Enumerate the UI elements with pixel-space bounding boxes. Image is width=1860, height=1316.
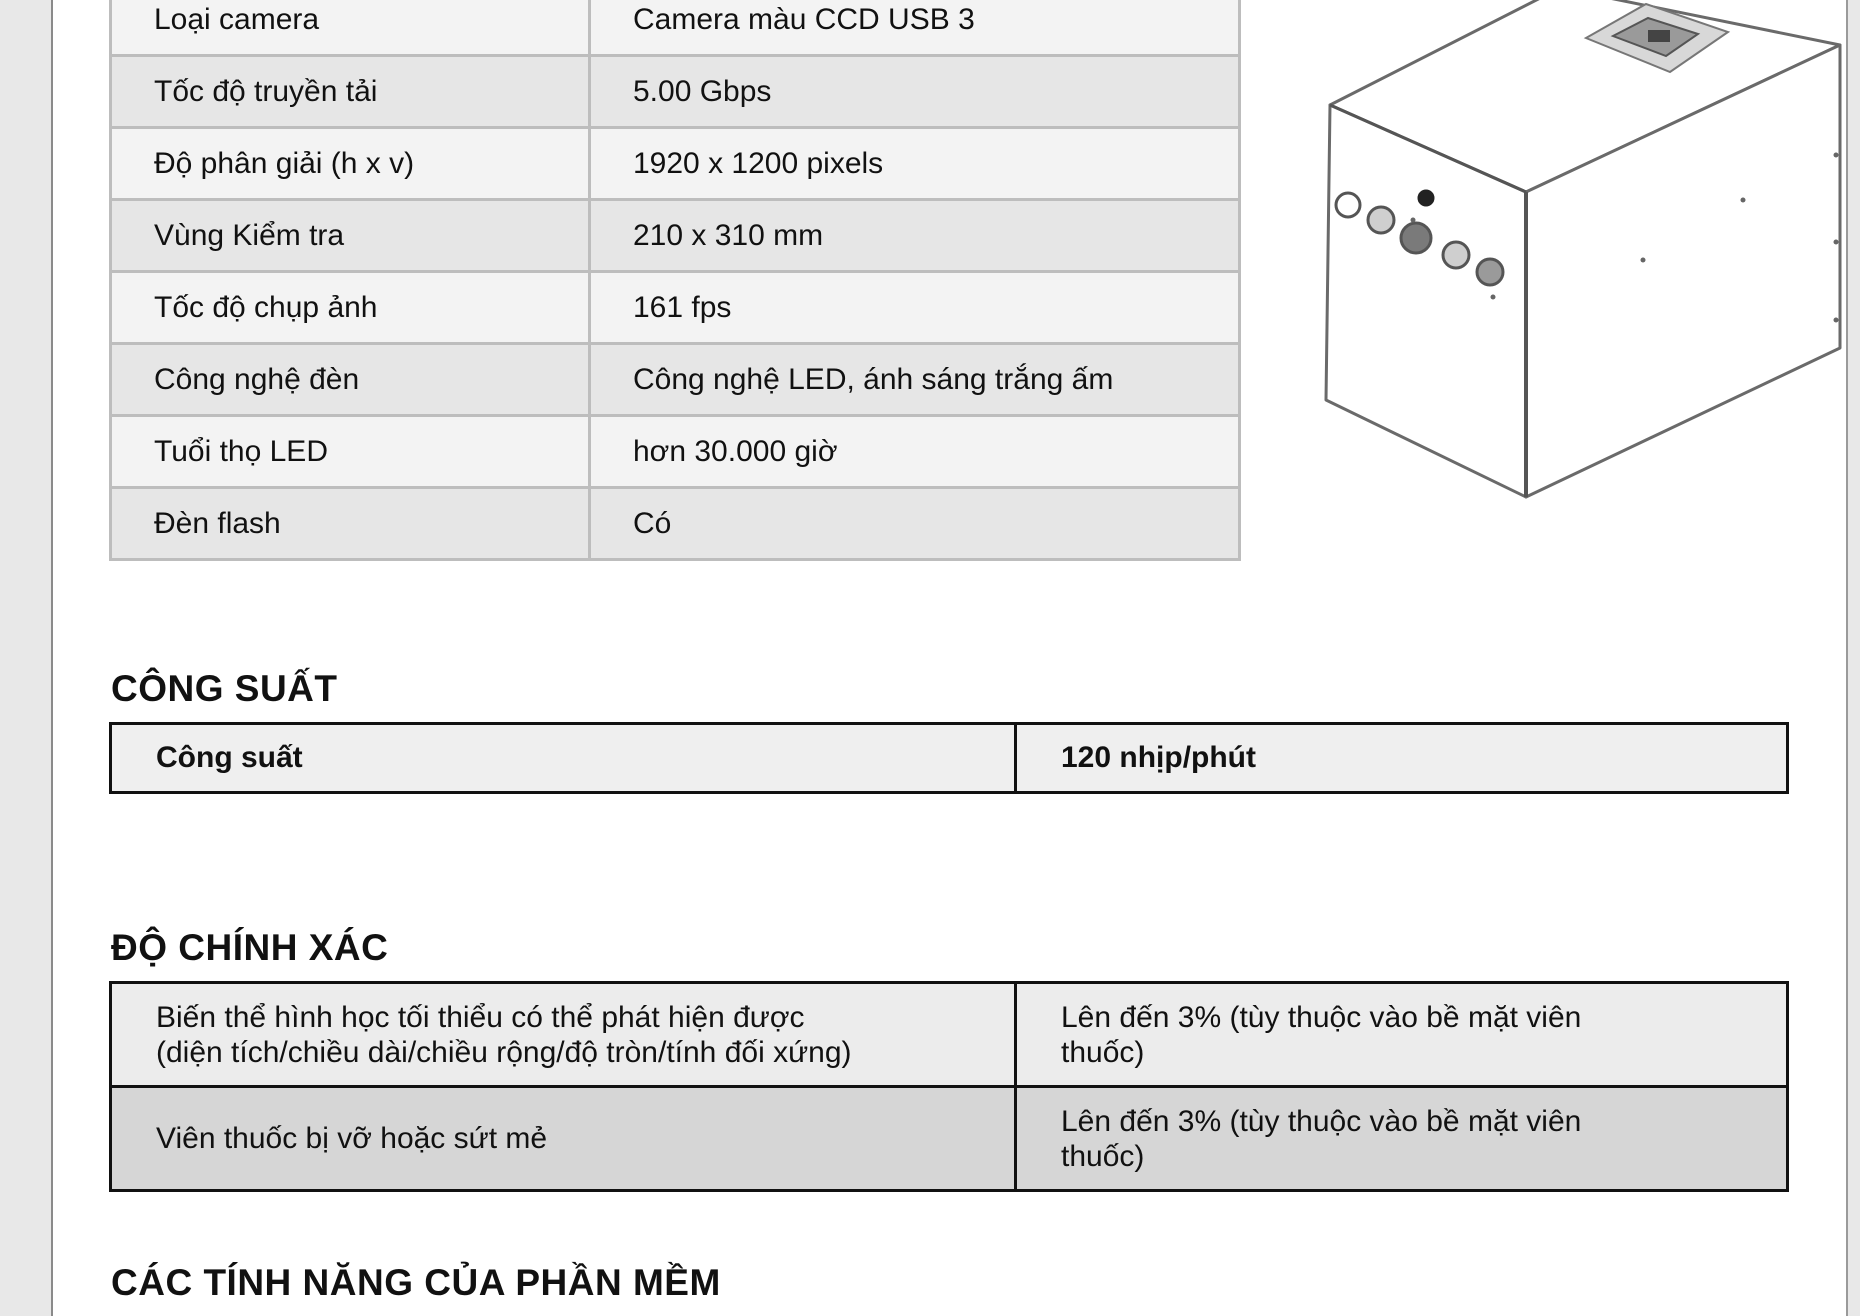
accuracy-label bbox=[111, 983, 1016, 1087]
spec-value: Công nghệ LED, ánh sáng trắng ấm bbox=[590, 344, 1240, 416]
accuracy-value-line: thuốc) bbox=[1061, 1139, 1145, 1173]
accuracy-value-line: Lên đến 3% (tùy thuộc vào bề mặt viên bbox=[1061, 1104, 1582, 1138]
spec-label: Loại camera bbox=[111, 0, 590, 56]
spec-value: 161 fps bbox=[590, 272, 1240, 344]
accuracy-table bbox=[109, 981, 1789, 1192]
power-heading: CÔNG SUẤT bbox=[111, 668, 338, 709]
accuracy-value-line: thuốc) bbox=[1061, 1035, 1145, 1069]
accuracy-heading: ĐỘ CHÍNH XÁC bbox=[111, 927, 389, 968]
table-row bbox=[111, 0, 1240, 56]
table-row bbox=[111, 724, 1788, 793]
spec-label: Tốc độ truyền tải bbox=[111, 56, 590, 128]
spec-label: Công nghệ đèn bbox=[111, 344, 590, 416]
accuracy-label-line: Biến thể hình học tối thiểu có thể phát hiện được bbox=[156, 1000, 805, 1034]
document-page bbox=[53, 0, 1846, 1316]
spec-label: Tuổi thọ LED bbox=[111, 416, 590, 488]
table-row bbox=[111, 983, 1788, 1087]
table-row bbox=[111, 200, 1240, 272]
spec-label: Độ phân giải (h x v) bbox=[111, 128, 590, 200]
accuracy-label: Viên thuốc bị vỡ hoặc sứt mẻ bbox=[111, 1087, 1016, 1191]
table-row bbox=[111, 344, 1240, 416]
table-row bbox=[111, 488, 1240, 560]
spec-value: hơn 30.000 giờ bbox=[590, 416, 1240, 488]
camera-spec-table bbox=[109, 0, 1241, 561]
software-heading: CÁC TÍNH NĂNG CỦA PHẦN MỀM bbox=[111, 1262, 721, 1303]
spec-label: Tốc độ chụp ảnh bbox=[111, 272, 590, 344]
spec-value: Có bbox=[590, 488, 1240, 560]
spec-label: Vùng Kiểm tra bbox=[111, 200, 590, 272]
viewer-left-gutter bbox=[0, 0, 51, 1316]
power-value: 120 nhịp/phút bbox=[1016, 724, 1788, 793]
accuracy-value bbox=[1016, 1087, 1788, 1191]
accuracy-value-line: Lên đến 3% (tùy thuộc vào bề mặt viên bbox=[1061, 1000, 1582, 1034]
spec-value: Camera màu CCD USB 3 bbox=[590, 0, 1240, 56]
table-row bbox=[111, 1087, 1788, 1191]
spec-label: Đèn flash bbox=[111, 488, 590, 560]
viewer-right-gutter bbox=[1848, 0, 1860, 1316]
table-row bbox=[111, 128, 1240, 200]
spec-value: 210 x 310 mm bbox=[590, 200, 1240, 272]
spec-value: 5.00 Gbps bbox=[590, 56, 1240, 128]
table-row bbox=[111, 272, 1240, 344]
table-row bbox=[111, 416, 1240, 488]
accuracy-value bbox=[1016, 983, 1788, 1087]
power-label: Công suất bbox=[111, 724, 1016, 793]
power-table bbox=[109, 722, 1789, 794]
accuracy-label-line: (diện tích/chiều dài/chiều rộng/độ tròn/tính đối xứng) bbox=[156, 1035, 852, 1069]
table-row bbox=[111, 56, 1240, 128]
inspection-device-icon bbox=[1268, 0, 1848, 515]
spec-value: 1920 x 1200 pixels bbox=[590, 128, 1240, 200]
